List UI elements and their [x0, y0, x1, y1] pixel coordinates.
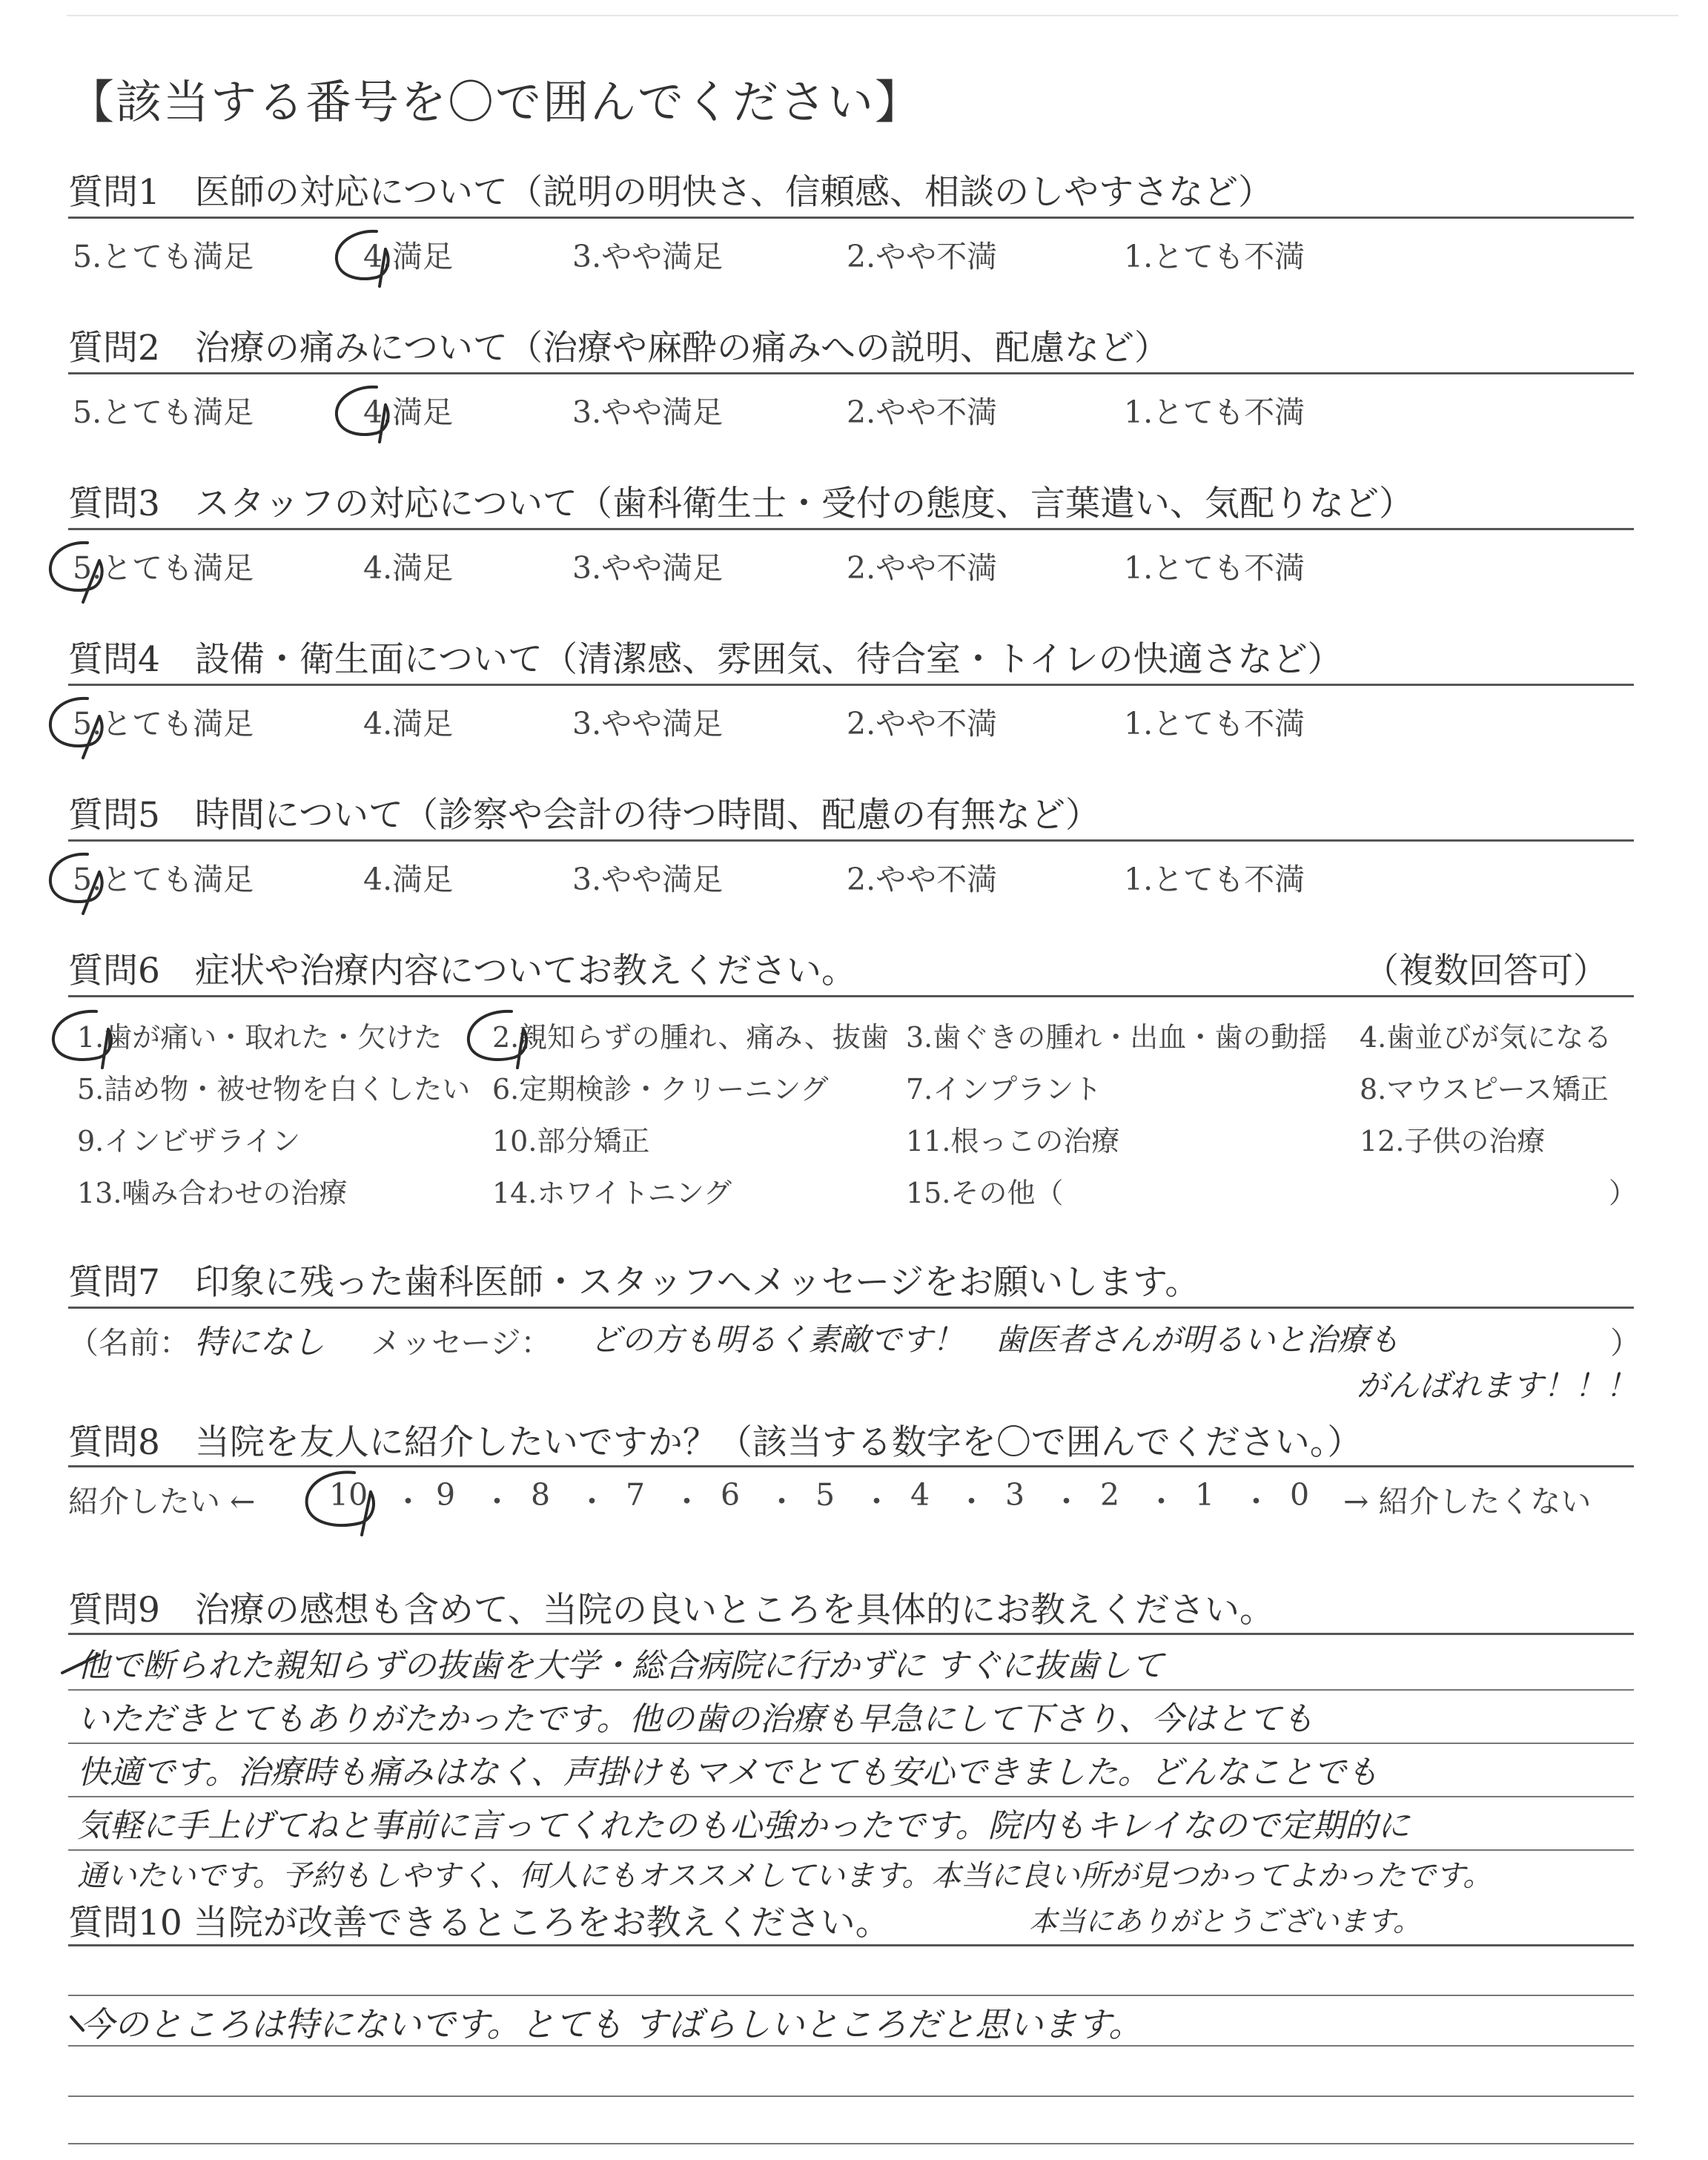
form-title: 【該当する番号を〇で囲んでください】 [68, 75, 923, 129]
q8-separator: ・ [393, 1484, 423, 1519]
question-3-title: 質問3 スタッフの対応について（歯科衛生士・受付の態度、言葉遣い、気配りなど） [68, 483, 1414, 524]
q6-item-9[interactable]: 9.インビザライン [77, 1125, 301, 1157]
q9-answer-line-4[interactable]: 気軽に手上げてねと事前に言ってくれたのも心強かったです。院内もキレイなので定期的に [77, 1807, 1410, 1845]
q6-item-10[interactable]: 10.部分矯正 [492, 1125, 650, 1157]
q8-separator: ・ [1241, 1484, 1271, 1519]
q6-item-13[interactable]: 13.噛み合わせの治療 [77, 1177, 348, 1209]
q8-separator: ・ [767, 1484, 797, 1519]
q3-option-1[interactable]: 1.とても不満 [1124, 550, 1305, 586]
question-4-rule [68, 684, 1634, 686]
top-border [67, 15, 1678, 16]
question-4-title: 質問4 設備・衛生面について（清潔感、雰囲気、待合室・トイレの快適さなど） [68, 639, 1343, 680]
question-9-rule [68, 1633, 1634, 1635]
q2-option-1[interactable]: 1.とても不満 [1124, 394, 1305, 430]
q6-item-1[interactable]: 1.歯が痛い・取れた・欠けた [77, 1021, 443, 1054]
q4-option-2[interactable]: 2.やや不満 [847, 706, 998, 742]
q8-separator: ・ [861, 1484, 892, 1519]
q6-item-2[interactable]: 2.親知らずの腫れ、痛み、抜歯 [492, 1021, 889, 1054]
q5-option-1[interactable]: 1.とても不満 [1124, 862, 1305, 897]
q9-answer-line-3[interactable]: 快適です。治療時も痛みはなく、声掛けもマメでとても安心できました。どんなことでも [77, 1754, 1379, 1791]
q1-option-5[interactable]: 5.とても満足 [73, 239, 254, 274]
q4-option-4[interactable]: 4.満足 [363, 706, 454, 742]
q9-line-4 [68, 1849, 1634, 1851]
q6-item-8[interactable]: 8.マウスピース矯正 [1360, 1073, 1609, 1106]
q7-close-paren: ） [1610, 1325, 1641, 1361]
q8-separator: ・ [577, 1484, 607, 1519]
question-1-rule [68, 217, 1634, 219]
question-5-rule [68, 839, 1634, 842]
q1-option-3[interactable]: 3.やや満足 [572, 239, 724, 274]
q8-scale-8[interactable]: 8 [531, 1477, 551, 1513]
q8-separator: ・ [672, 1484, 702, 1519]
q8-scale-1[interactable]: 1 [1195, 1477, 1215, 1513]
q10-line-1 [68, 1995, 1634, 1996]
question-2-rule [68, 372, 1634, 374]
q9-answer-line-1[interactable]: 他で断られた親知らずの抜歯を大学・総合病院に行かずに すぐに抜歯して [77, 1647, 1164, 1685]
q8-scale-4[interactable]: 4 [910, 1477, 930, 1513]
q8-scale-9[interactable]: 9 [436, 1477, 456, 1513]
q6-item-3[interactable]: 3.歯ぐきの腫れ・出血・歯の動揺 [906, 1021, 1328, 1054]
question-10-rule [68, 1944, 1634, 1946]
q7-name-value[interactable]: 特になし [194, 1324, 325, 1361]
q3-option-2[interactable]: 2.やや不満 [847, 550, 998, 586]
question-9-title: 質問9 治療の感想も含めて、当院の良いところを具体的にお教えください。 [68, 1590, 1274, 1631]
q8-scale-3[interactable]: 3 [1005, 1477, 1025, 1513]
q5-option-5[interactable]: 5.とても満足 [73, 862, 254, 897]
q8-separator: ・ [1146, 1484, 1176, 1519]
q5-option-2[interactable]: 2.やや不満 [847, 862, 998, 897]
question-3-rule [68, 528, 1634, 530]
q10-line-4 [68, 2143, 1634, 2144]
q1-option-1[interactable]: 1.とても不満 [1124, 239, 1305, 274]
question-6-rule [68, 995, 1634, 997]
q5-option-4[interactable]: 4.満足 [363, 862, 454, 897]
q2-option-4[interactable]: 4.満足 [363, 394, 454, 430]
q1-option-4[interactable]: 4.満足 [363, 239, 454, 274]
question-6-title: 質問6 症状や治療内容についてお教えください。 [68, 951, 856, 991]
question-10-title: 質問10 当院が改善できるところをお教えください。 [68, 1903, 890, 1943]
q7-message-line1[interactable]: どの方も明るく素敵です！ 歯医者さんが明るいと治療も [590, 1321, 1400, 1358]
q9-line-2 [68, 1743, 1634, 1744]
q3-option-5[interactable]: 5.とても満足 [73, 550, 254, 586]
q4-option-3[interactable]: 3.やや満足 [572, 706, 724, 742]
q6-item-14[interactable]: 14.ホワイトニング [492, 1177, 732, 1209]
q6-item-12[interactable]: 12.子供の治療 [1360, 1125, 1546, 1157]
q6-item-15-close: ） [1609, 1177, 1638, 1209]
question-7-title: 質問7 印象に残った歯科医師・スタッフへメッセージをお願いします。 [68, 1262, 1200, 1303]
question-8-title: 質問8 当院を友人に紹介したいですか？（該当する数字を〇で囲んでください。） [68, 1422, 1363, 1463]
q5-option-3[interactable]: 3.やや満足 [572, 862, 724, 897]
q3-option-3[interactable]: 3.やや満足 [572, 550, 724, 586]
q6-item-11[interactable]: 11.根っこの治療 [906, 1125, 1120, 1157]
q7-message-label: メッセージ： [371, 1325, 552, 1361]
q9-answer-line-5[interactable]: 通いたいです。予約もしやすく、何人にもオススメしています。本当に良い所が見つかってよかったです。 [77, 1859, 1493, 1893]
q6-item-5[interactable]: 5.詰め物・被せ物を白くしたい [77, 1073, 471, 1106]
q2-option-2[interactable]: 2.やや不満 [847, 394, 998, 430]
q9-answer-line-6[interactable]: 本当にありがとうございます。 [1029, 1905, 1421, 1938]
q6-item-6[interactable]: 6.定期検診・クリーニング [492, 1073, 829, 1106]
q8-separator: ・ [956, 1484, 987, 1519]
q4-option-5[interactable]: 5.とても満足 [73, 706, 254, 742]
q8-scale-6[interactable]: 6 [721, 1477, 741, 1513]
q9-line-3 [68, 1796, 1634, 1797]
q10-answer[interactable]: 今のところは特にないです。とても すばらしいところだと思います。 [80, 2004, 1143, 2044]
question-8-rule [68, 1465, 1634, 1467]
q7-message-line2[interactable]: がんばれます！！！ [1357, 1367, 1638, 1404]
q3-option-4[interactable]: 4.満足 [363, 550, 454, 586]
question-2-title: 質問2 治療の痛みについて（治療や麻酔の痛みへの説明、配慮など） [68, 328, 1170, 369]
question-5-title: 質問5 時間について（診察や会計の待つ時間、配慮の有無など） [68, 795, 1100, 836]
q8-right-label: → 紹介したくない [1343, 1484, 1592, 1519]
question-1-title: 質問1 医師の対応について（説明の明快さ、信頼感、相談のしやすさなど） [68, 172, 1274, 213]
q7-name-label: （名前： [68, 1325, 190, 1361]
q8-scale-5[interactable]: 5 [815, 1477, 835, 1513]
q8-left-label: 紹介したい ← [68, 1484, 256, 1519]
q9-line-1 [68, 1689, 1634, 1691]
q6-item-7[interactable]: 7.インプラント [906, 1073, 1102, 1106]
q10-line-3 [68, 2095, 1634, 2097]
q6-item-4[interactable]: 4.歯並びが気になる [1360, 1021, 1612, 1054]
q8-scale-2[interactable]: 2 [1100, 1477, 1120, 1513]
q8-separator: ・ [1051, 1484, 1082, 1519]
q6-item-15[interactable]: 15.その他（ [906, 1177, 1064, 1209]
q1-option-2[interactable]: 2.やや不満 [847, 239, 998, 274]
q8-scale-0[interactable]: 0 [1290, 1477, 1310, 1513]
q9-answer-line-2[interactable]: いただきとてもありがたかったです。他の歯の治療も早急にして下さり、今はとても [77, 1700, 1314, 1738]
q4-option-1[interactable]: 1.とても不満 [1124, 706, 1305, 742]
question-7-rule [68, 1307, 1634, 1309]
q2-option-5[interactable]: 5.とても満足 [73, 394, 254, 430]
q8-scale-10[interactable]: 10 [329, 1477, 368, 1513]
q8-scale-7[interactable]: 7 [626, 1477, 646, 1513]
q8-separator: ・ [482, 1484, 512, 1519]
question-6-note: （複数回答可） [1364, 951, 1608, 991]
q2-option-3[interactable]: 3.やや満足 [572, 394, 724, 430]
